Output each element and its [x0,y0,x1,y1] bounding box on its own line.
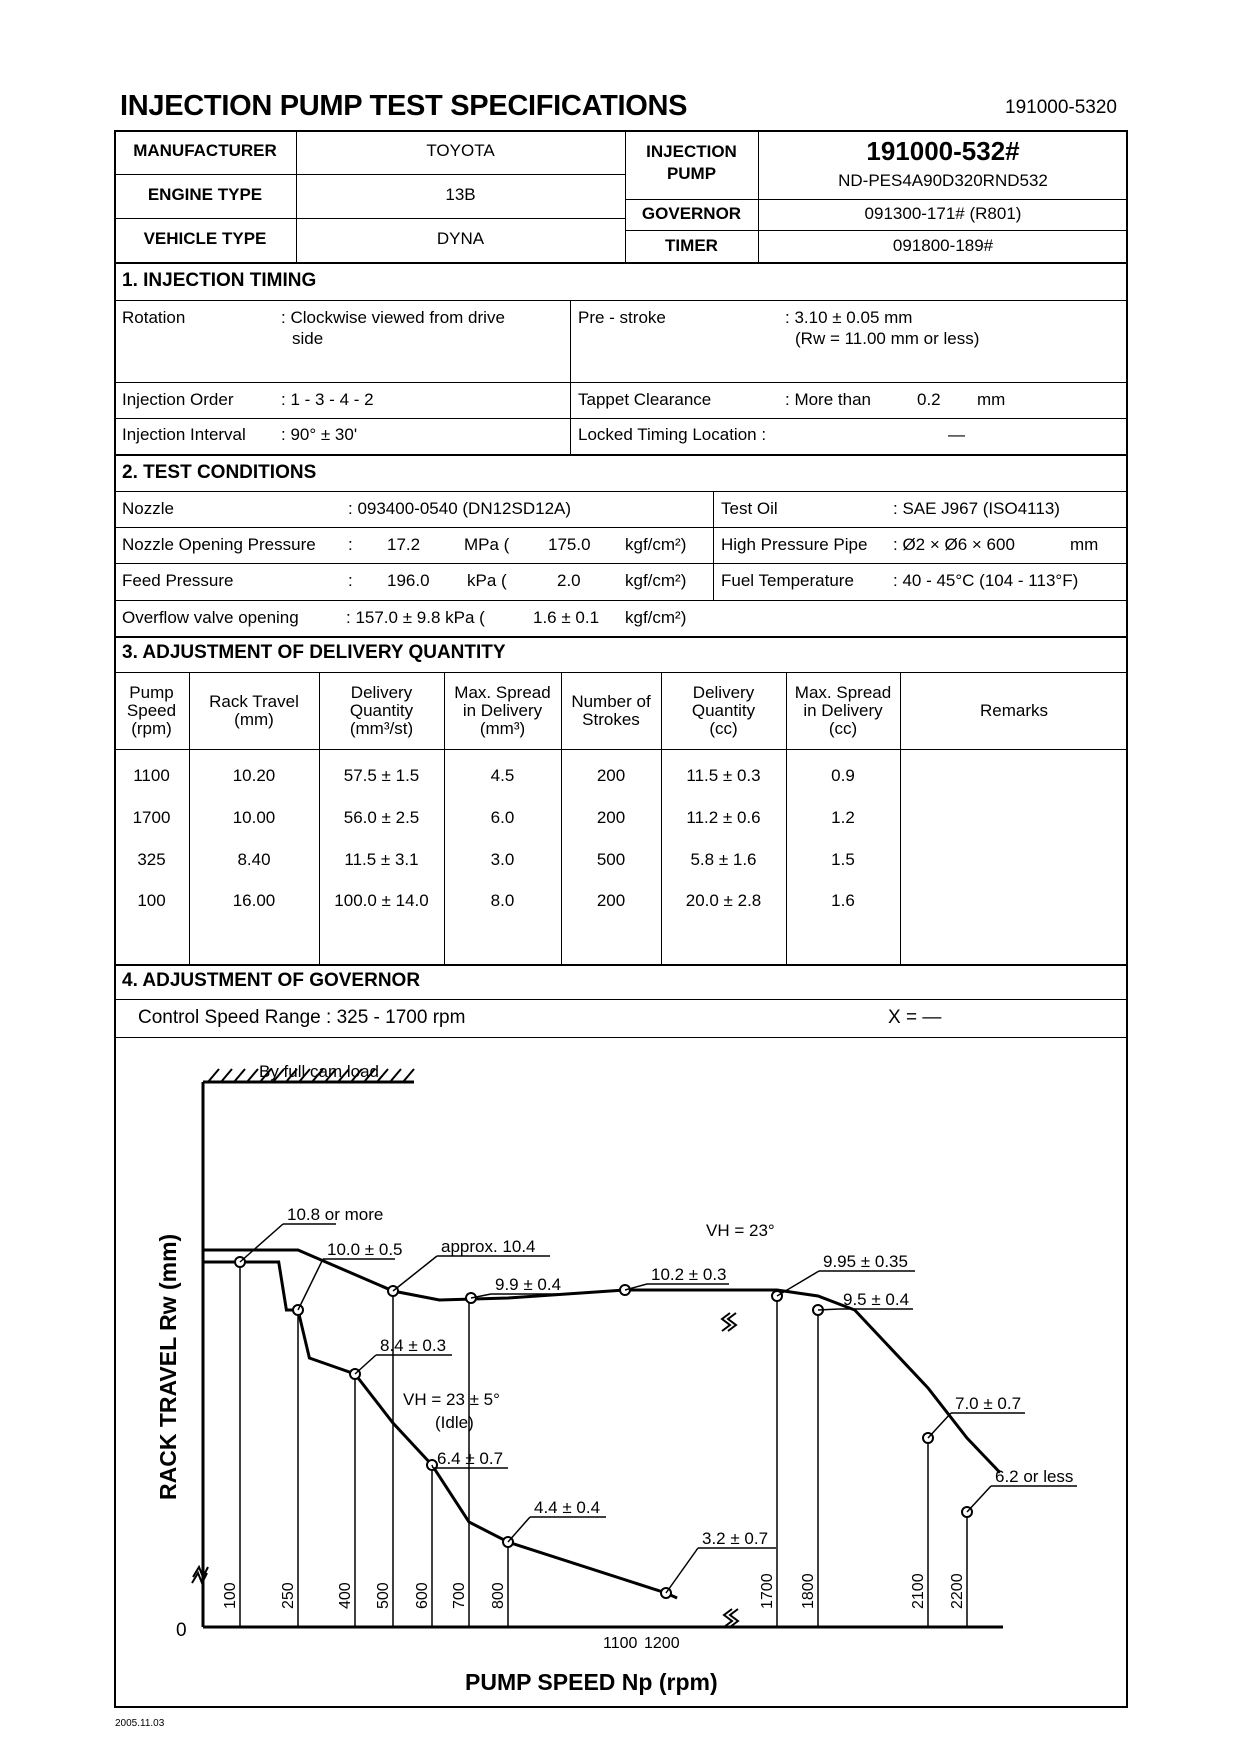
leader-line [298,1259,323,1310]
locked-timing-value: — [948,425,965,444]
table-cell: 1.5 [831,850,855,869]
column-header: (cc) [709,719,738,738]
annotation-label: 6.4 ± 0.7 [437,1449,504,1468]
annotation-label: 6.2 or less [995,1467,1074,1486]
table-cell: 11.5 ± 3.1 [344,850,419,869]
table-cell: 1.6 [831,891,855,910]
column-header: (mm³) [479,719,526,738]
table-cell: 11.5 ± 0.3 [686,766,761,785]
column-header: Pump [129,683,174,702]
page-title: INJECTION PUMP TEST SPECIFICATIONS [120,90,688,122]
control-speed-range: Control Speed Range : 325 - 1700 rpm [138,1007,466,1028]
x-tick-label: 2100 [910,1573,927,1609]
annotation-label: 9.9 ± 0.4 [495,1275,562,1294]
hatch-mark [234,1069,245,1082]
governor-label: GOVERNOR [641,204,742,223]
nozzle-opening-pressure-label: Nozzle Opening Pressure [122,535,316,554]
nozzle-value: : 093400-0540 (DN12SD12A) [348,499,572,518]
injection-interval-value: : 90° ± 30' [281,425,358,444]
table-cell: 56.0 ± 2.5 [343,808,420,827]
overflow-kgf-value: 1.6 ± 0.1 [533,608,600,627]
tappet-value: 0.2 [917,390,941,409]
hatch-mark [208,1069,219,1082]
manufacturer-label: MANUFACTURER [133,141,277,160]
table-cell: 1100 [133,766,170,785]
injection-interval-label: Injection Interval [122,425,246,444]
x-tick-label: 1200 [644,1635,680,1652]
leader-line [666,1548,698,1593]
x-tick-label: 500 [375,1582,392,1609]
table-cell: 8.0 [490,891,515,910]
annotation-label: approx. 10.4 [441,1237,536,1256]
curve-break [722,1313,736,1331]
x-tick-label: 800 [490,1582,507,1609]
injection-pump-label-2: PUMP [666,164,717,183]
column-header: Number of [571,692,651,711]
vehicle-type-label: VEHICLE TYPE [143,229,267,248]
prestroke-label: Pre - stroke [578,308,666,327]
nop-kgf-value: 175.0 [548,535,591,554]
feed-kgf-value: 2.0 [557,571,581,590]
table-cell: 325 [137,850,166,869]
kgf-unit: kgf/cm²) [625,571,687,590]
y-axis-title: RACK TRAVEL Rw (mm) [155,1233,181,1500]
column-header: Strokes [582,710,640,729]
high-pressure-pipe-label: High Pressure Pipe [721,535,868,554]
table-cell: 4.5 [490,766,515,785]
table-cell: 200 [596,766,626,785]
engine-type-value: 13B [445,185,476,204]
section-delivery-quantity: 3. ADJUSTMENT OF DELIVERY QUANTITY [122,642,506,663]
column-header: Delivery [692,683,755,702]
table-cell: 500 [596,850,626,869]
x-tick-label: 1100 [603,1635,638,1652]
high-pressure-pipe-value: : Ø2 × Ø6 × 600 [893,535,1015,554]
test-oil-value: : SAE J967 (ISO4113) [893,499,1060,518]
annotation-label: 7.0 ± 0.7 [955,1394,1022,1413]
document-number: 191000-5320 [1005,97,1117,118]
table-cell: 5.8 ± 1.6 [690,850,757,869]
leader-line [355,1355,376,1374]
leader-line [818,1309,839,1310]
annotation-label: 10.0 ± 0.5 [327,1240,403,1259]
engine-type-label: ENGINE TYPE [147,185,263,204]
table-cell: 100.0 ± 14.0 [334,891,429,910]
annotation-label: 10.2 ± 0.3 [651,1265,727,1284]
table-cell: 200 [596,808,626,827]
rotation-label: Rotation [122,308,186,327]
table-cell: 11.2 ± 0.6 [686,808,761,827]
table-cell: 200 [596,891,626,910]
hatch-mark [221,1069,232,1082]
overflow-valve-label: Overflow valve opening [122,608,299,627]
column-header: Remarks [979,701,1048,720]
annotation-label: 10.8 or more [287,1205,384,1224]
leader-line [240,1224,283,1262]
section-test-conditions: 2. TEST CONDITIONS [122,462,317,483]
injection-order-label: Injection Order [122,390,234,409]
table-cell: 100 [137,891,166,910]
annotation-label: 3.2 ± 0.7 [702,1529,769,1548]
column-header: Quantity [691,701,756,720]
axis-break [724,1609,738,1627]
injection-pump-model: ND-PES4A90D320RND532 [838,171,1048,190]
fuel-temperature-label: Fuel Temperature [721,571,854,590]
table-cell: 10.20 [232,766,276,785]
tappet-clearance-label: Tappet Clearance [578,390,712,409]
nozzle-label: Nozzle [122,499,174,518]
top-label: By full cam load [259,1062,379,1081]
origin-label: 0 [176,1620,187,1641]
locked-timing-label: Locked Timing Location : [578,425,767,444]
table-cell: 1.2 [831,808,855,827]
section-governor: 4. ADJUSTMENT OF GOVERNOR [122,970,421,991]
x-value: X = — [888,1007,942,1028]
hatch-mark [403,1069,414,1082]
section-injection-timing: 1. INJECTION TIMING [122,270,317,291]
rotation-value-2: side [292,329,324,348]
annotation-label: 9.95 ± 0.35 [823,1252,908,1271]
column-header: Quantity [349,701,414,720]
tappet-unit: mm [977,390,1006,409]
column-header: (mm³/st) [349,719,414,738]
x-tick-label: 1800 [800,1573,817,1609]
test-oil-label: Test Oil [721,499,778,518]
column-header: (rpm) [131,719,172,738]
overflow-kpa-value: : 157.0 ± 9.8 kPa ( [346,608,485,627]
leader-line [928,1413,951,1438]
annotation-label: VH = 23 ± 5° [403,1390,500,1409]
feed-kpa-value: 196.0 [387,571,430,590]
nop-mpa-value: 17.2 [387,535,421,554]
column-header: Max. Spread [794,683,892,702]
x-tick-label: 2200 [949,1573,966,1609]
x-tick-label: 400 [337,1582,354,1609]
x-tick-label: 250 [280,1582,297,1609]
injection-pump-number: 191000-532# [866,136,1020,166]
injection-order-value: : 1 - 3 - 4 - 2 [281,390,374,409]
vehicle-type-value: DYNA [436,229,485,248]
mpa-unit: MPa ( [464,535,510,554]
x-tick-label: 700 [451,1582,468,1609]
colon: : [348,535,353,554]
prestroke-value-2: (Rw = 11.00 mm or less) [795,329,980,348]
x-tick-label: 1700 [759,1573,776,1609]
hatch-mark [390,1069,401,1082]
table-cell: 6.0 [490,808,515,827]
column-header: Rack Travel [209,692,299,711]
colon: : [348,571,353,590]
table-cell: 8.40 [237,850,271,869]
hpp-unit: mm [1070,535,1099,554]
governor-value: 091300-171# (R801) [864,204,1022,223]
annotation-label: VH = 23° [706,1221,775,1240]
leader-line [393,1256,437,1291]
table-cell: 20.0 ± 2.8 [685,891,762,910]
column-header: Delivery [350,683,413,702]
timer-value: 091800-189# [892,236,994,255]
timer-label: TIMER [665,236,718,255]
column-header: (cc) [828,719,858,738]
feed-pressure-label: Feed Pressure [122,571,234,590]
leader-line [508,1517,530,1542]
injection-pump-label: INJECTION [646,142,737,161]
column-header: in Delivery [803,701,883,720]
table-cell: 0.9 [831,766,855,785]
table-cell: 1700 [132,808,171,827]
tappet-prefix: : More than [785,390,871,409]
x-axis-title: PUMP SPEED Np (rpm) [465,1669,718,1695]
table-cell: 3.0 [490,850,515,869]
overflow-kgf-unit: kgf/cm²) [625,608,687,627]
kpa-unit: kPa ( [467,571,507,590]
hatch-mark [247,1069,258,1082]
table-cell: 10.00 [232,808,276,827]
x-tick-label: 100 [222,1582,239,1609]
annotation-label: 4.4 ± 0.4 [534,1498,601,1517]
column-header: Max. Spread [454,683,551,702]
kgf-unit: kgf/cm²) [625,535,687,554]
date-stamp: 2005.11.03 [115,1718,165,1729]
annotation-label: 8.4 ± 0.3 [380,1336,447,1355]
prestroke-value: : 3.10 ± 0.05 mm [785,308,913,327]
x-tick-label: 600 [414,1582,431,1609]
rotation-value: : Clockwise viewed from drive [281,308,505,327]
column-header: Speed [126,701,177,720]
column-header: (mm) [234,710,274,729]
annotation-label: (Idle) [435,1413,474,1432]
leader-line [432,1465,433,1468]
fuel-temperature-value: : 40 - 45°C (104 - 113°F) [893,571,1079,590]
manufacturer-value: TOYOTA [426,141,495,160]
annotation-label: 9.5 ± 0.4 [843,1290,910,1309]
axis-break [192,1567,208,1583]
table-cell: 16.00 [232,891,276,910]
leader-line [967,1486,991,1512]
table-cell: 57.5 ± 1.5 [343,766,420,785]
column-header: in Delivery [462,701,543,720]
